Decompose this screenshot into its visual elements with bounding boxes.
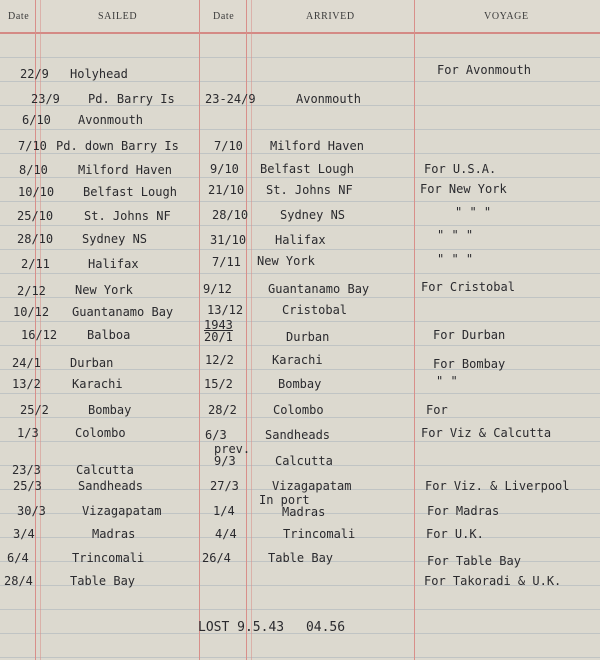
voyage-20: For Madras bbox=[427, 504, 500, 518]
sailed-date-12: 16/12 bbox=[21, 328, 58, 342]
arrived-place-19: Vizagapatam bbox=[272, 479, 352, 493]
arrived-date-11: 13/12 bbox=[207, 303, 244, 317]
voyage-14: " " bbox=[436, 374, 458, 388]
header-sailed: SAILED bbox=[98, 11, 138, 22]
voyage-5: For U.S.A. bbox=[424, 162, 497, 176]
arrived-date-4: 7/10 bbox=[214, 139, 243, 153]
sailed-place-4: Pd. down Barry Is bbox=[56, 139, 179, 153]
sailed-date-16: 1/3 bbox=[17, 426, 39, 440]
sailed-date-4: 7/10 bbox=[18, 139, 47, 153]
arrived-place-2: Avonmouth bbox=[296, 92, 362, 106]
lost-entry bbox=[198, 620, 345, 635]
lost-date: 9.5.43 bbox=[237, 620, 285, 635]
voyage-7: " " " bbox=[455, 205, 492, 219]
voyage-22: For Table Bay bbox=[427, 554, 521, 568]
arrived-place-22: Table Bay bbox=[268, 551, 334, 565]
voyage-6: For New York bbox=[420, 182, 507, 196]
voyage-9: " " " bbox=[437, 252, 474, 266]
arrived-date-21: 4/4 bbox=[215, 527, 237, 541]
lost-time: 04.56 bbox=[305, 620, 346, 635]
arrived-place-20: Madras bbox=[282, 505, 326, 519]
sailed-date-13: 24/1 bbox=[12, 356, 41, 370]
sailed-place-2: Pd. Barry Is bbox=[88, 92, 175, 106]
sailed-date-9: 2/11 bbox=[21, 257, 50, 271]
arrived-date-9: 7/11 bbox=[212, 255, 241, 269]
arrived-place-12: Durban bbox=[286, 330, 330, 344]
arrived-place-13: Karachi bbox=[272, 353, 323, 367]
sailed-place-10: New York bbox=[75, 283, 133, 297]
sailed-date-3: 6/10 bbox=[22, 113, 51, 127]
arrived-place-21: Trincomali bbox=[283, 527, 356, 541]
sailed-place-21: Madras bbox=[92, 527, 136, 541]
sailed-date-2: 23/9 bbox=[31, 92, 60, 106]
arrived-place-15: Colombo bbox=[273, 403, 324, 417]
arrived-date-19: 27/3 bbox=[210, 479, 239, 493]
sailed-place-18: Calcutta bbox=[76, 463, 134, 477]
sailed-place-8: Sydney NS bbox=[82, 232, 148, 246]
voyage-8: " " " bbox=[437, 228, 474, 242]
arrived-place-17: Calcutta bbox=[275, 454, 333, 468]
sailed-date-1: 22/9 bbox=[20, 67, 49, 81]
arrived-place-5: Belfast Lough bbox=[260, 162, 354, 176]
arrived-place-6: St. Johns NF bbox=[266, 183, 353, 197]
arrived-place-11: Cristobal bbox=[282, 303, 348, 317]
arrived-date-16: 6/3 bbox=[205, 428, 227, 442]
header-arrived: ARRIVED bbox=[306, 11, 355, 22]
sailed-place-7: St. Johns NF bbox=[84, 209, 171, 223]
arrived-place-9: New York bbox=[257, 254, 315, 268]
sailed-place-23: Table Bay bbox=[70, 574, 136, 588]
voyage-19: For Viz. & Liverpool bbox=[425, 479, 570, 493]
sailed-date-21: 3/4 bbox=[13, 527, 35, 541]
header-voyage: VOYAGE bbox=[484, 11, 529, 22]
sailed-date-14: 13/2 bbox=[12, 377, 41, 391]
arrived-date-22: 26/4 bbox=[202, 551, 231, 565]
sailed-date-11: 10/12 bbox=[13, 305, 50, 319]
sailed-place-11: Guantanamo Bay bbox=[72, 305, 174, 319]
arrived-place-4: Milford Haven bbox=[270, 139, 364, 153]
voyage-23: For Takoradi & U.K. bbox=[424, 574, 562, 588]
sailed-place-20: Vizagapatam bbox=[82, 504, 162, 518]
arrived-date-8: 31/10 bbox=[210, 233, 247, 247]
arrived-place-14: Bombay bbox=[278, 377, 322, 391]
arrived-date-20: 1/4 bbox=[213, 504, 235, 518]
arrived-date-10: 9/12 bbox=[203, 282, 232, 296]
arrived-prev-17: prev. bbox=[214, 442, 251, 456]
sailed-date-8: 28/10 bbox=[17, 232, 54, 246]
arrived-note-20: In port bbox=[259, 493, 310, 507]
voyage-1: For Avonmouth bbox=[437, 63, 531, 77]
voyage-21: For U.K. bbox=[426, 527, 484, 541]
arrived-place-7: Sydney NS bbox=[280, 208, 346, 222]
sailed-date-7: 25/10 bbox=[17, 209, 54, 223]
sailed-place-13: Durban bbox=[70, 356, 114, 370]
sailed-place-16: Colombo bbox=[75, 426, 126, 440]
header-arrived-date: Date bbox=[213, 11, 235, 22]
arrived-date-13: 12/2 bbox=[205, 353, 234, 367]
sailed-place-6: Belfast Lough bbox=[83, 185, 177, 199]
sailed-date-6: 10/10 bbox=[18, 185, 55, 199]
lost-label: LOST bbox=[198, 620, 230, 635]
sailed-date-22: 6/4 bbox=[7, 551, 29, 565]
sailed-date-19: 25/3 bbox=[13, 479, 42, 493]
sailed-date-23: 28/4 bbox=[4, 574, 33, 588]
sailed-place-14: Karachi bbox=[72, 377, 123, 391]
sailed-place-15: Bombay bbox=[88, 403, 132, 417]
arrived-date-7: 28/10 bbox=[212, 208, 249, 222]
arrived-place-16: Sandheads bbox=[265, 428, 331, 442]
sailed-place-9: Halifax bbox=[88, 257, 139, 271]
column-rule-arrived bbox=[414, 0, 415, 660]
sailed-date-20: 30/3 bbox=[17, 504, 46, 518]
sailed-date-10: 2/12 bbox=[17, 284, 46, 298]
sailed-date-5: 8/10 bbox=[19, 163, 48, 177]
voyage-13: For Bombay bbox=[433, 357, 506, 371]
header-sailed-date: Date bbox=[8, 11, 30, 22]
sailed-place-1: Holyhead bbox=[70, 67, 128, 81]
voyage-15: For bbox=[426, 403, 448, 417]
sailed-place-22: Trincomali bbox=[72, 551, 145, 565]
arrived-date-2: 23-24/9 bbox=[205, 92, 256, 106]
sailed-place-5: Milford Haven bbox=[78, 163, 172, 177]
arrived-date-17 bbox=[214, 443, 250, 467]
arrived-date-5: 9/10 bbox=[210, 162, 239, 176]
sailed-date-18: 23/3 bbox=[12, 463, 41, 477]
arrived-date-12 bbox=[204, 319, 233, 343]
arrived-place-8: Halifax bbox=[275, 233, 326, 247]
column-rule-sailed bbox=[199, 0, 200, 660]
arrived-year-12: 1943 bbox=[204, 318, 233, 332]
sailed-place-3: Avonmouth bbox=[78, 113, 144, 127]
sailed-date-15: 25/2 bbox=[20, 403, 49, 417]
arrived-date-15: 28/2 bbox=[208, 403, 237, 417]
arrived-day-12: 20/1 bbox=[204, 330, 233, 344]
sailed-place-19: Sandheads bbox=[78, 479, 144, 493]
voyage-10: For Cristobal bbox=[421, 280, 515, 294]
arrived-place-10: Guantanamo Bay bbox=[268, 282, 370, 296]
arrived-date-14: 15/2 bbox=[204, 377, 233, 391]
arrived-date-6: 21/10 bbox=[208, 183, 245, 197]
sailed-place-12: Balboa bbox=[87, 328, 131, 342]
voyage-12: For Durban bbox=[433, 328, 506, 342]
arrived-day-17: 9/3 bbox=[214, 454, 236, 468]
voyage-16: For Viz & Calcutta bbox=[421, 426, 552, 440]
header-row bbox=[0, 0, 600, 34]
